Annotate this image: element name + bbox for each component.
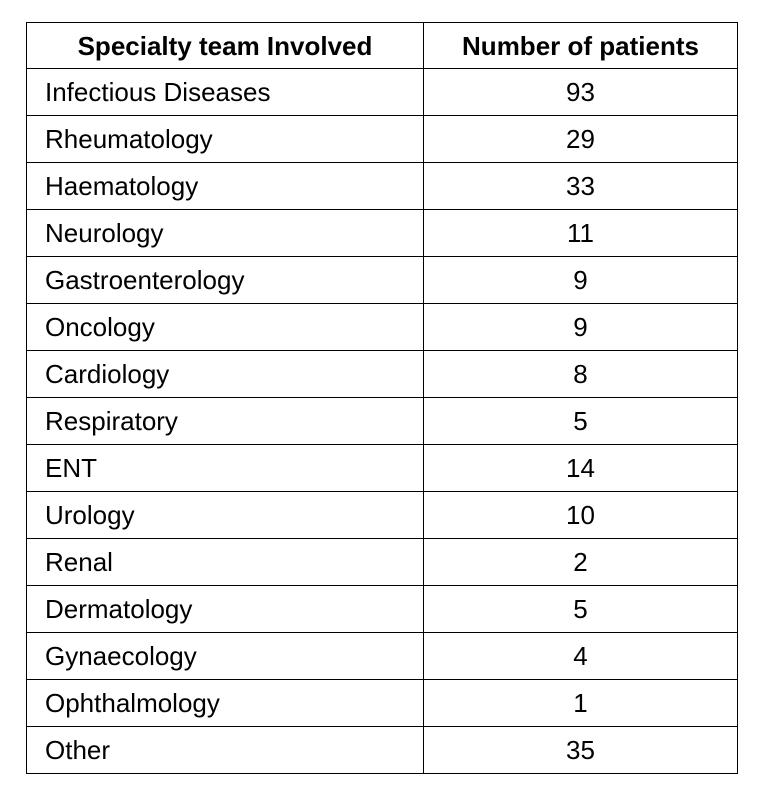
table-row: [27, 304, 738, 351]
table-row: [27, 539, 738, 586]
patients-cell: 4: [424, 633, 738, 680]
table-body: [27, 69, 738, 774]
specialty-cell: Cardiology: [27, 351, 424, 398]
specialty-cell: Renal: [27, 539, 424, 586]
table-row: [27, 210, 738, 257]
table-row: [27, 116, 738, 163]
table-header: [27, 23, 738, 69]
header-specialty: Specialty team Involved: [27, 23, 424, 69]
patients-cell: 9: [424, 304, 738, 351]
table-row: [27, 257, 738, 304]
patients-cell: 2: [424, 539, 738, 586]
patients-cell: 10: [424, 492, 738, 539]
table-row: [27, 351, 738, 398]
specialty-cell: Urology: [27, 492, 424, 539]
patients-cell: 35: [424, 727, 738, 774]
table-row: [27, 398, 738, 445]
patients-cell: 5: [424, 586, 738, 633]
patients-cell: 5: [424, 398, 738, 445]
header-row: [27, 23, 738, 69]
specialty-cell: Dermatology: [27, 586, 424, 633]
patients-cell: 11: [424, 210, 738, 257]
table-row: [27, 69, 738, 116]
table-row: [27, 445, 738, 492]
header-patients: Number of patients: [424, 23, 738, 69]
specialty-cell: Rheumatology: [27, 116, 424, 163]
specialty-cell: Respiratory: [27, 398, 424, 445]
specialty-patients-table: [26, 22, 738, 774]
table-row: [27, 633, 738, 680]
table-row: [27, 680, 738, 727]
patients-cell: 93: [424, 69, 738, 116]
table-row: [27, 163, 738, 210]
specialty-cell: Neurology: [27, 210, 424, 257]
table-row: [27, 586, 738, 633]
table-row: [27, 492, 738, 539]
table-row: [27, 727, 738, 774]
specialty-cell: ENT: [27, 445, 424, 492]
specialty-cell: Other: [27, 727, 424, 774]
specialty-cell: Gastroenterology: [27, 257, 424, 304]
patients-cell: 8: [424, 351, 738, 398]
patients-cell: 33: [424, 163, 738, 210]
specialty-cell: Haematology: [27, 163, 424, 210]
specialty-cell: Gynaecology: [27, 633, 424, 680]
specialty-cell: Infectious Diseases: [27, 69, 424, 116]
patients-cell: 14: [424, 445, 738, 492]
patients-cell: 29: [424, 116, 738, 163]
patients-cell: 1: [424, 680, 738, 727]
patients-cell: 9: [424, 257, 738, 304]
specialty-cell: Oncology: [27, 304, 424, 351]
specialty-cell: Ophthalmology: [27, 680, 424, 727]
